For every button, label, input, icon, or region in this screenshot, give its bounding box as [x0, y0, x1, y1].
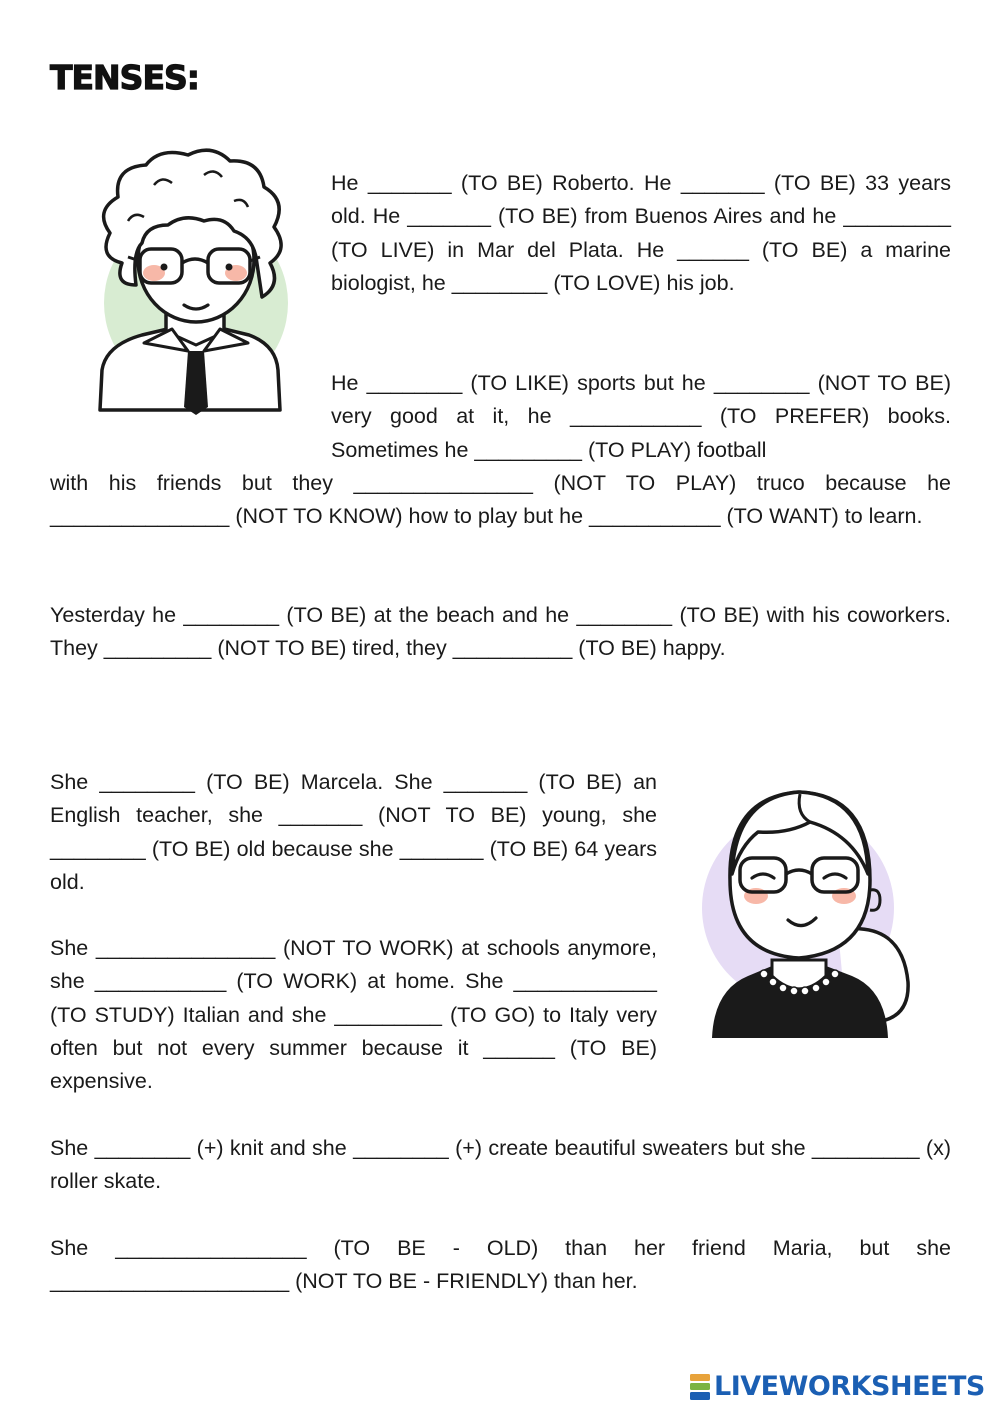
marcela-paragraph-2: She _______________ (NOT TO WORK) at schools anymore, she ___________ (TO WORK) at home. She ____________ (TO STUDY) Italian and she _________ (TO GO) to Italy very often but not every summer because it ______ (TO BE) expensive.	[50, 936, 657, 1094]
logo-bar-3	[690, 1392, 710, 1400]
roberto-paragraph-2a: He ________ (TO LIKE) sports but he ________ (NOT TO BE) very good at it, he ___________ (TO PREFER) books. Sometimes he _________ (TO PLAY) football	[331, 371, 951, 462]
liveworksheets-logo-icon	[690, 1374, 710, 1400]
marcela-paragraph-4: She ________________ (TO BE - OLD) than her friend Maria, but she ____________________ (NOT TO BE - FRIENDLY) than her.	[50, 1236, 951, 1294]
liveworksheets-logo	[690, 1371, 985, 1402]
marcela-paragraph-3: She ________ (+) knit and she ________ (+) create beautiful sweaters but she _________ (x) roller skate.	[50, 1136, 951, 1194]
page-title: TENSES:	[50, 58, 199, 97]
liveworksheets-logo-text: LIVEWORKSHEETS	[714, 1371, 985, 1402]
roberto-illustration	[84, 145, 294, 420]
logo-bar-2	[690, 1383, 710, 1390]
marcela-illustration	[688, 770, 913, 1040]
marcela-paragraph-1: She ________ (TO BE) Marcela. She _______ (TO BE) an English teacher, she _______ (NOT TO BE) young, she ________ (TO BE) old because she _______ (TO BE) 64 years old.	[50, 770, 657, 894]
logo-bar-1	[690, 1374, 710, 1381]
roberto-paragraph-3: Yesterday he ________ (TO BE) at the beach and he ________ (TO BE) with his coworkers. They _________ (NOT TO BE) tired, they __________ (TO BE) happy.	[50, 603, 951, 661]
roberto-paragraph-2b: with his friends but they _______________ (NOT TO PLAY) truco because he _______________ (NOT TO KNOW) how to play but he ___________ (TO WANT) to learn.	[50, 471, 951, 529]
roberto-paragraph-1: He _______ (TO BE) Roberto. He _______ (TO BE) 33 years old. He _______ (TO BE) from Buenos Aires and he _________ (TO LIVE) in Mar del Plata. He ______ (TO BE) a marine biologist, he ________ (TO LOVE) his job.	[331, 171, 951, 295]
